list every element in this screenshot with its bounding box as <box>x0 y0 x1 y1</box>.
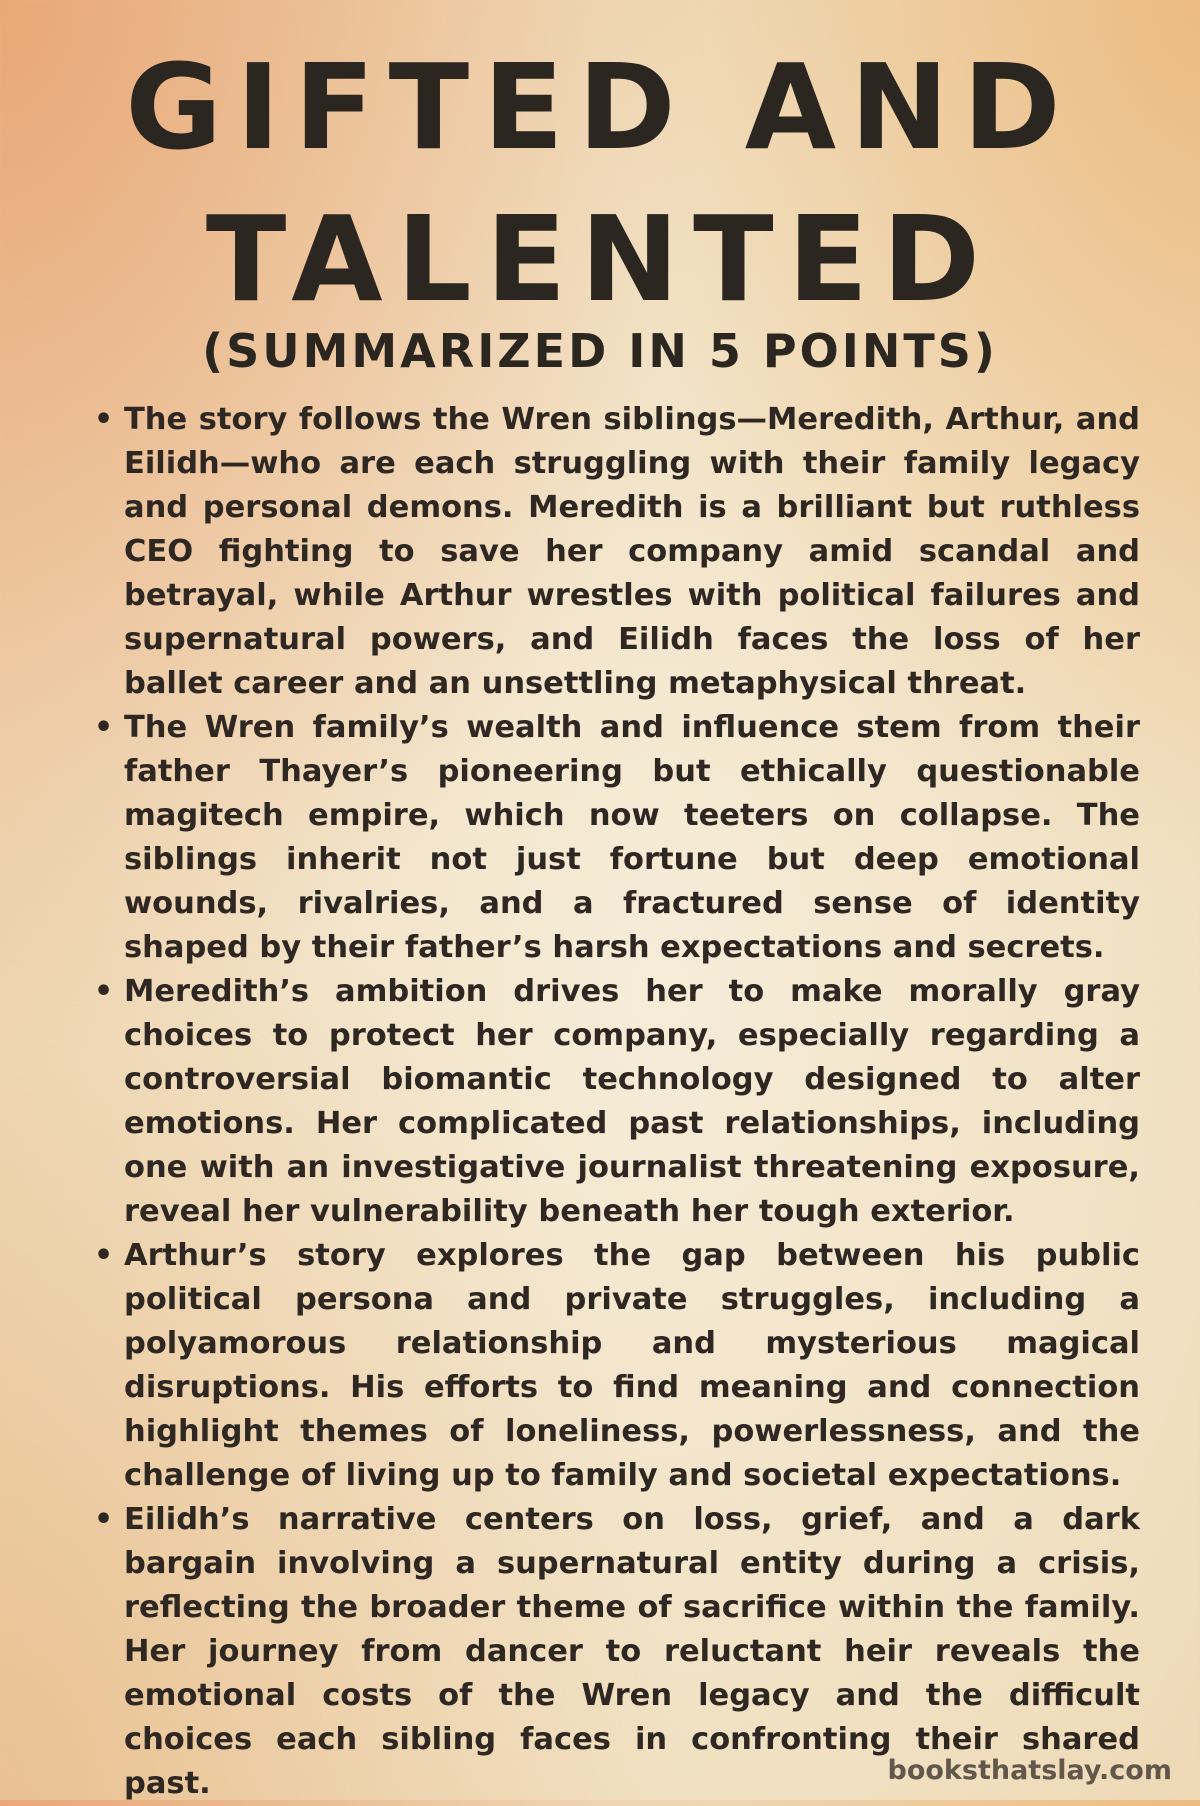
summary-point-4 <box>88 1234 1140 1498</box>
summary-point-text: Meredith’s ambition drives her to make morally gray choices to protect her company, especially regarding a controversial biomantic technology designed to alter emotions. Her complicated past relationships, including one with an investigative journalist threatening exposure, reveal her vulnerability beneath her tough exterior. <box>124 974 1140 1229</box>
summary-points-list <box>88 398 1140 1806</box>
bullet-icon: • <box>94 1502 114 1537</box>
summary-point-text: Arthur’s story explores the gap between his public political persona and private struggles, including a polyamorous relationship and mysterious magical disruptions. His efforts to find meaning and connection highlight themes of loneliness, powerlessness, and the challenge of living up to family and societal expectations. <box>124 1238 1140 1493</box>
summary-point-2 <box>88 706 1140 970</box>
bullet-icon: • <box>94 402 114 437</box>
summary-point-1 <box>88 398 1140 706</box>
summary-point-text: The Wren family’s wealth and influence stem from their father Thayer’s pioneering but ethically questionable magitech empire, which now teeters on collapse. The siblings inherit not just fortune but deep emotional wounds, rivalries, and a fractured sense of identity shaped by their father’s harsh expectations and secrets. <box>124 710 1140 965</box>
bullet-icon: • <box>94 1238 114 1273</box>
subtitle: (SUMMARIZED IN 5 POINTS) <box>202 324 998 378</box>
title-line-1: GIFTED AND <box>125 38 1075 176</box>
bullet-icon: • <box>94 974 114 1009</box>
footer-site-url: booksthatslay.com <box>887 1755 1172 1786</box>
summary-point-text: The story follows the Wren siblings—Meredith, Arthur, and Eilidh—who are each struggling with their family legacy and personal demons. Meredith is a brilliant but ruthless CEO fighting to save her company amid scandal and betrayal, while Arthur wrestles with political failures and supernatural powers, and Eilidh faces the loss of her ballet career and an unsettling metaphysical threat. <box>124 402 1140 701</box>
summary-point-text: Eilidh’s narrative centers on loss, grief, and a dark bargain involving a supernatural entity during a crisis, reflecting the broader theme of sacrifice within the family. Her journey from dancer to reluctant heir reveals the emotional costs of the Wren legacy and the difficult choices each sibling faces in confronting their shared past. <box>124 1502 1140 1801</box>
summary-point-3 <box>88 970 1140 1234</box>
title-line-2: TALENTED <box>205 190 995 328</box>
bullet-icon: • <box>94 710 114 745</box>
